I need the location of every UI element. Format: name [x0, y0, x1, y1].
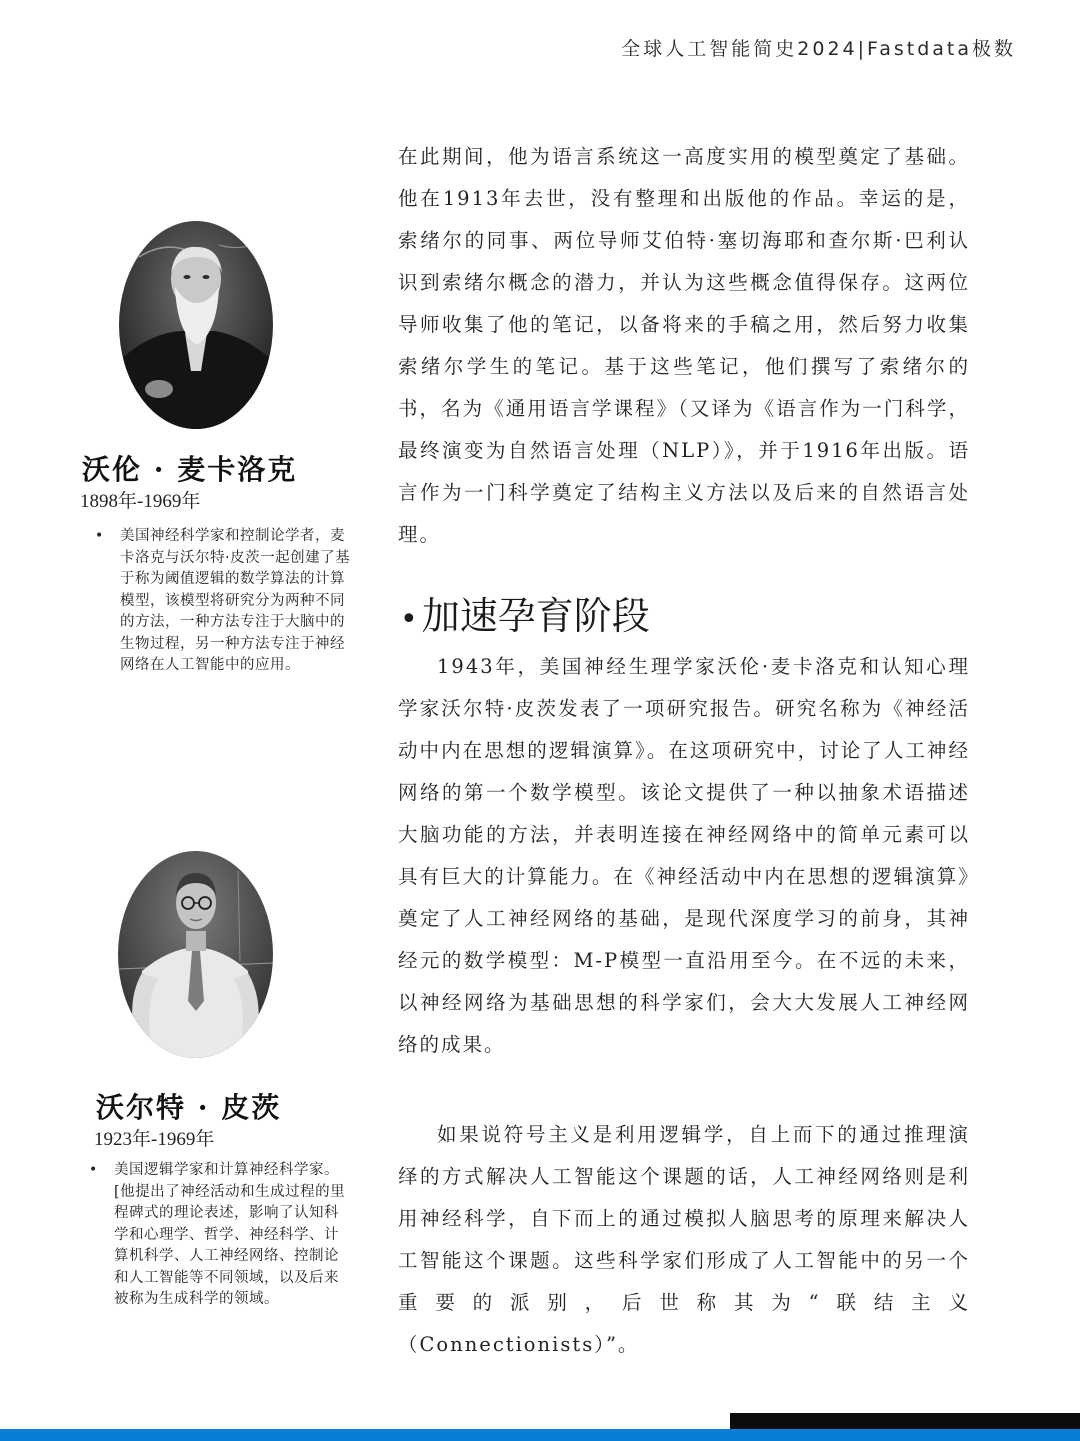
bio-text: 美国逻辑学家和计算神经科学家。[他提出了神经活动和生成过程的里程碑式的理论表述，影响了认知科学和心理学、哲学、神经科学、计算机科学、人工神经网络、控制论和人工智能等不同领域，以及后来被称为生成科学的领域。: [114, 1162, 346, 1307]
body-paragraph-2: 1943年，美国神经生理学家沃伦·麦卡洛克和认知心理学家沃尔特·皮茨发表了一项研究报告。研究名称为《神经活动中内在思想的逻辑演算》。在这项研究中，讨论了人工神经网络的第一个数学模型。该论文提供了一种以抽象术语描述大脑功能的方法，并表明连接在神经网络中的简单元素可以具有巨大的计算能力。在《神经活动中内在思想的逻辑演算》奠定了人工神经网络的基础，是现代深度学习的前身，其神经元的数学模型：M-P模型一直沿用至今。在不远的未来，以神经网络为基础思想的科学家们，会大大发展人工神经网络的成果。: [398, 655, 970, 1056]
person-dates-pitts: 1923年-1969年: [94, 1129, 215, 1150]
section-heading-text: 加速孕育阶段: [421, 594, 650, 638]
body-paragraph-3: 如果说符号主义是利用逻辑学，自上而下的通过推理演绎的方式解决人工智能这个课题的话，人工神经网络则是利用神经科学，自下而上的通过模拟人脑思考的原理来解决人工智能这个课题。这些科学家们形成了人工智能中的另一个重要的派别，后世称其为“联结主义（Connectionists）”。: [398, 1123, 970, 1356]
bio-text: 美国神经科学家和控制论学者，麦卡洛克与沃尔特·皮茨一起创建了基于称为阈值逻辑的数学算法的计算模型，该模型将研究分为两种不同的方法，一种方法专注于大脑中的生物过程，另一种方法专注于神经网络在人工智能中的应用。: [120, 528, 351, 673]
bullet-icon: •: [95, 528, 104, 544]
portrait-pitts-image: [118, 851, 273, 1058]
bullet-icon: •: [89, 1162, 98, 1178]
section-bullet-icon: •: [400, 602, 418, 637]
section-heading: [400, 585, 650, 640]
person-dates-mcculloch: 1898年-1969年: [80, 491, 201, 512]
portrait-pitts: [118, 851, 273, 1058]
person-bio-mcculloch: [95, 526, 355, 677]
footer-bar: [0, 1429, 1080, 1441]
person-name-mcculloch: 沃伦 · 麦卡洛克: [82, 453, 298, 486]
person-name-pitts: 沃尔特 · 皮茨: [96, 1091, 282, 1124]
portrait-mcculloch-image: [119, 221, 273, 429]
person-bio-pitts: [89, 1160, 352, 1311]
body-paragraph-1: 在此期间，他为语言系统这一高度实用的模型奠定了基础。他在1913年去世，没有整理和出版他的作品。幸运的是，索绪尔的同事、两位导师艾伯特·塞切海耶和查尔斯·巴利认识到索绪尔概念的潜力，并认为这些概念值得保存。这两位导师收集了他的笔记，以备将来的手稿之用，然后努力收集索绪尔学生的笔记。基于这些笔记，他们撰写了索绪尔的书，名为《通用语言学课程》（又译为《语言作为一门科学，最终演变为自然语言处理（NLP）》，并于1916年出版。语言作为一门科学奠定了结构主义方法以及后来的自然语言处理。: [398, 145, 970, 546]
footer-accent-bar: [730, 1413, 1080, 1429]
portrait-mcculloch: [119, 221, 273, 429]
page-header: 全球人工智能简史2024|Fastdata极数: [621, 38, 1016, 60]
